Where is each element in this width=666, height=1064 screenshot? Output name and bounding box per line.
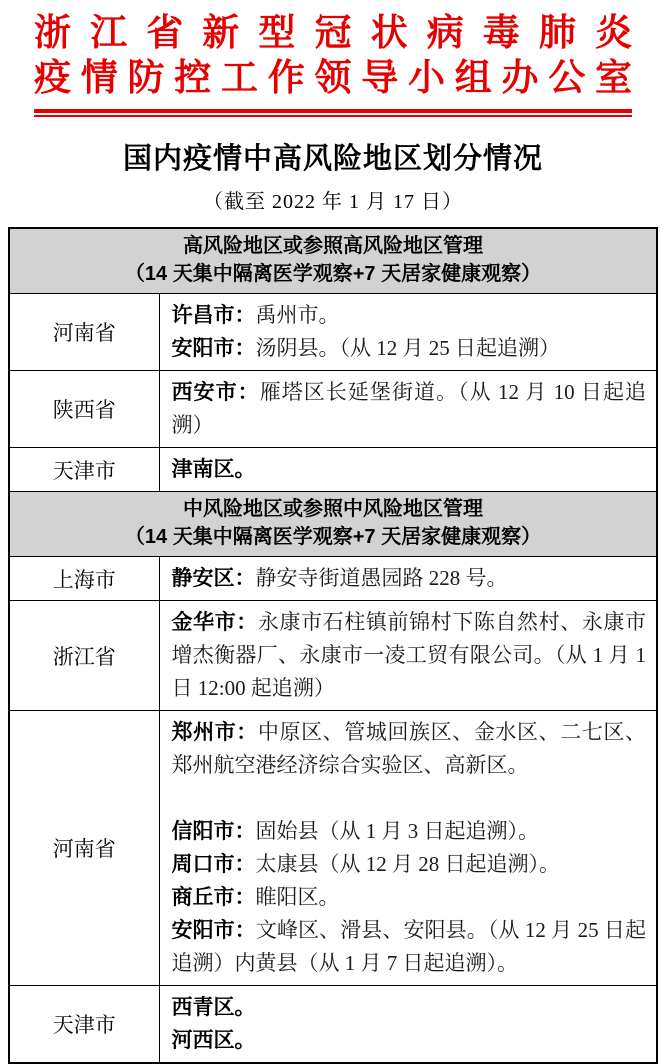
- risk-entry: [172, 299, 647, 332]
- city-label: 静安区：: [171, 566, 256, 590]
- area-text: 永康市石柱镇前锦村下陈自然村、永康市增杰衡器厂、永康市一凌工贸有限公司。（从 1 月 1 日 12:00 起追溯）: [171, 610, 647, 700]
- city-label: 许昌市：: [171, 303, 256, 327]
- area-text: 太康县（从 12 月 28 日起追溯）。: [255, 852, 560, 876]
- letterhead: [0, 0, 666, 117]
- risk-entry: [172, 914, 647, 980]
- province-cell: 上海市: [9, 557, 159, 601]
- province-cell: 河南省: [9, 711, 159, 986]
- area-text: 文峰区、滑县、安阳县。（从 12 月 25 日起追溯）内黄县（从 1 月 7 日起追溯）。: [171, 918, 647, 975]
- detail-cell: [159, 371, 657, 448]
- area-text: 雁塔区长延堡街道。（从 12 月 10 日起追溯）: [171, 380, 647, 437]
- area-text: 汤阴县。（从 12 月 25 日起追溯）: [255, 336, 560, 360]
- table-row: [9, 294, 657, 371]
- risk-entry: [172, 562, 647, 595]
- table-row: [9, 557, 657, 601]
- page-subtitle: （截至 2022 年 1 月 17 日）: [203, 191, 463, 213]
- province-cell: 浙江省: [9, 601, 159, 711]
- table-row: [9, 711, 657, 986]
- section-header-cell: [9, 228, 657, 294]
- risk-entry: [172, 815, 647, 848]
- area-text: 禹州市。: [255, 303, 340, 327]
- risk-entry: [172, 1024, 647, 1057]
- section-title: 中风险地区或参照中风险地区管理: [183, 498, 483, 520]
- section-subtitle: （14 天集中隔离医学观察+7 天居家健康观察）: [124, 263, 542, 285]
- section-title: 高风险地区或参照高风险地区管理: [183, 235, 483, 257]
- risk-entry: [172, 453, 647, 486]
- area-text: 静安寺街道愚园路 228 号。: [255, 566, 508, 590]
- risk-entry: [172, 991, 647, 1024]
- letterhead-line2: 疫情防控工作领导小组办公室: [34, 58, 632, 99]
- province-cell: 天津市: [9, 986, 159, 1064]
- province-cell: 天津市: [9, 448, 159, 492]
- risk-area-table: [8, 227, 658, 1064]
- detail-cell: [159, 986, 657, 1064]
- detail-cell: [159, 711, 657, 986]
- city-label: 河西区。: [171, 1028, 256, 1052]
- risk-entry: [172, 376, 647, 442]
- province-cell: 河南省: [9, 294, 159, 371]
- city-label: 西安市：: [171, 380, 260, 404]
- table-row: [9, 448, 657, 492]
- detail-cell: [159, 448, 657, 492]
- area-text: 睢阳区。: [255, 885, 340, 909]
- table-row: [9, 986, 657, 1064]
- section-header-cell: [9, 492, 657, 557]
- section-header-row: [9, 228, 657, 294]
- city-label: 周口市：: [171, 852, 256, 876]
- city-label: 津南区。: [171, 457, 256, 481]
- letterhead-line1: 浙江省新型冠状病毒肺炎: [34, 13, 632, 54]
- detail-cell: [159, 557, 657, 601]
- detail-cell: [159, 294, 657, 371]
- section-header-row: [9, 492, 657, 557]
- section-subtitle: （14 天集中隔离医学观察+7 天居家健康观察）: [124, 526, 542, 548]
- risk-entry: [172, 332, 647, 365]
- risk-entry: [172, 716, 647, 782]
- page-title: 国内疫情中高风险地区划分情况: [122, 143, 543, 175]
- city-label: 信阳市：: [171, 819, 256, 843]
- risk-entry: [172, 881, 647, 914]
- city-label: 郑州市：: [171, 720, 258, 744]
- city-label: 西青区。: [171, 995, 256, 1019]
- city-label: 安阳市：: [171, 336, 256, 360]
- area-text: 中原区、管城回族区、金水区、二七区、郑州航空港经济综合实验区、高新区。: [171, 720, 647, 777]
- area-text: 固始县（从 1 月 3 日起追溯）。: [255, 819, 539, 843]
- detail-cell: [159, 601, 657, 711]
- city-label: 金华市：: [171, 610, 258, 634]
- table-row: [9, 371, 657, 448]
- table-row: [9, 601, 657, 711]
- risk-entry: [172, 782, 647, 815]
- risk-entry: [172, 848, 647, 881]
- province-cell: 陕西省: [9, 371, 159, 448]
- risk-entry: [172, 606, 647, 705]
- letterhead-double-rule: [34, 109, 632, 117]
- city-label: 安阳市：: [171, 918, 256, 942]
- city-label: 商丘市：: [171, 885, 256, 909]
